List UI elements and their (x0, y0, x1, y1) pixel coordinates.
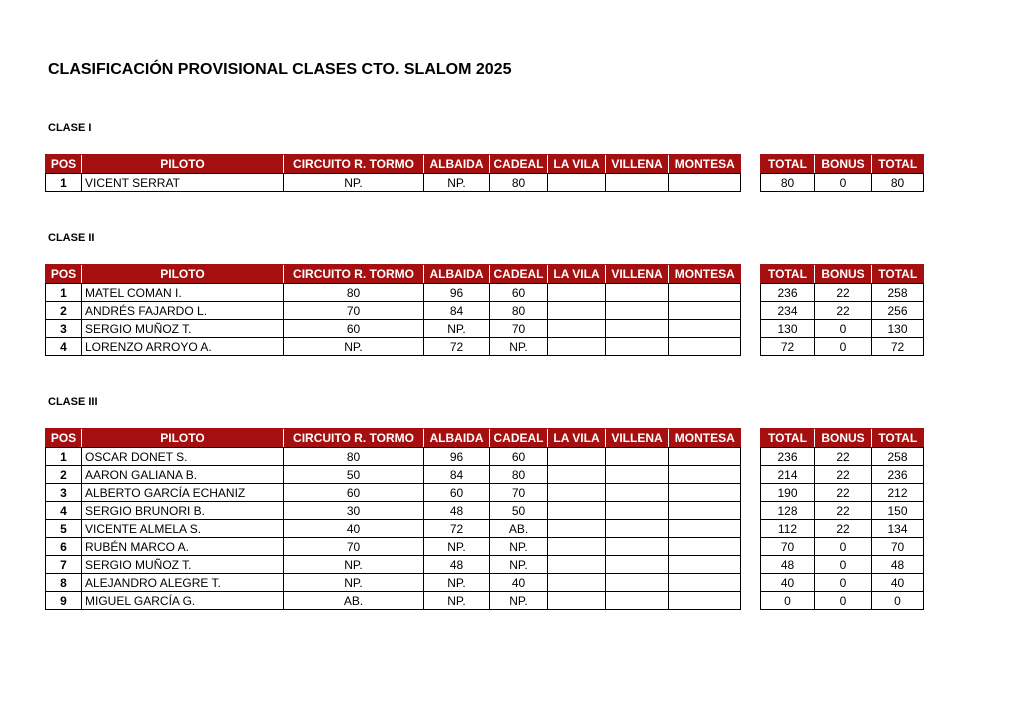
table-row (46, 338, 741, 356)
pilot-cell: LORENZO ARROYO A. (82, 338, 284, 356)
grand-total-cell: 212 (872, 484, 924, 502)
villena-cell (606, 538, 669, 556)
table-row (761, 320, 924, 338)
total-cell: 234 (761, 302, 815, 320)
table-row (46, 574, 741, 592)
column-header-bonus: BONUS (815, 265, 872, 284)
table-row (761, 448, 924, 466)
column-header-montesa: MONTESA (669, 429, 741, 448)
bonus-cell: 22 (815, 502, 872, 520)
cadeal-cell: NP. (490, 592, 548, 610)
cadeal-cell: NP. (490, 538, 548, 556)
circuito-cell: 80 (284, 284, 424, 302)
albaida-cell: NP. (424, 320, 490, 338)
results-table (45, 154, 741, 192)
cadeal-cell: 80 (490, 466, 548, 484)
column-header-pos: POS (46, 429, 82, 448)
cadeal-cell: 40 (490, 574, 548, 592)
table-row (46, 466, 741, 484)
montesa-cell (669, 320, 741, 338)
total-cell: 128 (761, 502, 815, 520)
class-label: CLASE II (48, 232, 95, 244)
circuito-cell: 30 (284, 502, 424, 520)
montesa-cell (669, 284, 741, 302)
cadeal-cell: NP. (490, 556, 548, 574)
albaida-cell: 84 (424, 466, 490, 484)
column-header-total2: TOTAL (872, 265, 924, 284)
villena-cell (606, 574, 669, 592)
cadeal-cell: 70 (490, 484, 548, 502)
pilot-cell: MATEL COMAN I. (82, 284, 284, 302)
bonus-cell: 0 (815, 174, 872, 192)
column-header-total: TOTAL (761, 429, 815, 448)
column-header-cadeal: CADEAL (490, 265, 548, 284)
column-header-pilot: PILOTO (82, 265, 284, 284)
albaida-cell: NP. (424, 592, 490, 610)
table-row (761, 520, 924, 538)
total-cell: 190 (761, 484, 815, 502)
pos-cell: 3 (46, 320, 82, 338)
albaida-cell: NP. (424, 574, 490, 592)
pilot-cell: ALBERTO GARCÍA ECHANIZ (82, 484, 284, 502)
total-cell: 130 (761, 320, 815, 338)
lavila-cell (548, 574, 606, 592)
header-row (46, 429, 741, 448)
bonus-cell: 22 (815, 302, 872, 320)
lavila-cell (548, 466, 606, 484)
circuito-cell: 50 (284, 466, 424, 484)
table-row (46, 320, 741, 338)
totals-table (760, 154, 924, 192)
circuito-cell: 40 (284, 520, 424, 538)
circuito-cell: AB. (284, 592, 424, 610)
pilot-cell: ANDRÉS FAJARDO L. (82, 302, 284, 320)
table-row (46, 284, 741, 302)
pos-cell: 4 (46, 502, 82, 520)
montesa-cell (669, 502, 741, 520)
table-row (761, 592, 924, 610)
montesa-cell (669, 302, 741, 320)
pos-cell: 1 (46, 284, 82, 302)
column-header-lavila: LA VILA (548, 429, 606, 448)
montesa-cell (669, 484, 741, 502)
column-header-total: TOTAL (761, 265, 815, 284)
lavila-cell (548, 284, 606, 302)
villena-cell (606, 320, 669, 338)
villena-cell (606, 302, 669, 320)
albaida-cell: 48 (424, 556, 490, 574)
table-row (761, 556, 924, 574)
header-row (46, 155, 741, 174)
table-row (46, 502, 741, 520)
total-cell: 236 (761, 284, 815, 302)
pos-cell: 5 (46, 520, 82, 538)
montesa-cell (669, 520, 741, 538)
cadeal-cell: NP. (490, 338, 548, 356)
circuito-cell: 70 (284, 538, 424, 556)
grand-total-cell: 72 (872, 338, 924, 356)
circuito-cell: 60 (284, 484, 424, 502)
table-row (46, 556, 741, 574)
villena-cell (606, 466, 669, 484)
lavila-cell (548, 502, 606, 520)
pos-cell: 1 (46, 448, 82, 466)
grand-total-cell: 236 (872, 466, 924, 484)
cadeal-cell: 80 (490, 302, 548, 320)
total-cell: 40 (761, 574, 815, 592)
grand-total-cell: 258 (872, 284, 924, 302)
pilot-cell: ALEJANDRO ALEGRE T. (82, 574, 284, 592)
pilot-cell: MIGUEL GARCÍA G. (82, 592, 284, 610)
column-header-total2: TOTAL (872, 155, 924, 174)
villena-cell (606, 174, 669, 192)
lavila-cell (548, 484, 606, 502)
pos-cell: 2 (46, 302, 82, 320)
column-header-albaida: ALBAIDA (424, 429, 490, 448)
cadeal-cell: AB. (490, 520, 548, 538)
montesa-cell (669, 592, 741, 610)
montesa-cell (669, 174, 741, 192)
bonus-cell: 22 (815, 484, 872, 502)
albaida-cell: 84 (424, 302, 490, 320)
albaida-cell: NP. (424, 538, 490, 556)
bonus-cell: 0 (815, 574, 872, 592)
column-header-lavila: LA VILA (548, 155, 606, 174)
pos-cell: 3 (46, 484, 82, 502)
table-row (761, 302, 924, 320)
column-header-circuito: CIRCUITO R. TORMO (284, 429, 424, 448)
column-header-pos: POS (46, 265, 82, 284)
circuito-cell: NP. (284, 556, 424, 574)
header-row (761, 265, 924, 284)
circuito-cell: NP. (284, 174, 424, 192)
results-table (45, 428, 741, 610)
pos-cell: 9 (46, 592, 82, 610)
albaida-cell: NP. (424, 174, 490, 192)
table-row (761, 502, 924, 520)
bonus-cell: 0 (815, 538, 872, 556)
table-row (761, 574, 924, 592)
grand-total-cell: 40 (872, 574, 924, 592)
grand-total-cell: 150 (872, 502, 924, 520)
grand-total-cell: 256 (872, 302, 924, 320)
bonus-cell: 0 (815, 320, 872, 338)
grand-total-cell: 70 (872, 538, 924, 556)
total-cell: 236 (761, 448, 815, 466)
lavila-cell (548, 320, 606, 338)
pilot-cell: VICENT SERRAT (82, 174, 284, 192)
circuito-cell: 70 (284, 302, 424, 320)
villena-cell (606, 284, 669, 302)
cadeal-cell: 70 (490, 320, 548, 338)
albaida-cell: 96 (424, 284, 490, 302)
montesa-cell (669, 466, 741, 484)
column-header-cadeal: CADEAL (490, 155, 548, 174)
total-cell: 112 (761, 520, 815, 538)
montesa-cell (669, 538, 741, 556)
pilot-cell: AARON GALIANA B. (82, 466, 284, 484)
circuito-cell: NP. (284, 338, 424, 356)
total-cell: 48 (761, 556, 815, 574)
circuito-cell: 80 (284, 448, 424, 466)
lavila-cell (548, 338, 606, 356)
totals-table (760, 428, 924, 610)
montesa-cell (669, 556, 741, 574)
header-row (761, 429, 924, 448)
column-header-villena: VILLENA (606, 429, 669, 448)
cadeal-cell: 60 (490, 448, 548, 466)
bonus-cell: 0 (815, 556, 872, 574)
villena-cell (606, 484, 669, 502)
grand-total-cell: 258 (872, 448, 924, 466)
table-row (761, 484, 924, 502)
lavila-cell (548, 174, 606, 192)
bonus-cell: 22 (815, 284, 872, 302)
lavila-cell (548, 448, 606, 466)
table-row (46, 592, 741, 610)
villena-cell (606, 592, 669, 610)
villena-cell (606, 520, 669, 538)
albaida-cell: 60 (424, 484, 490, 502)
bonus-cell: 22 (815, 466, 872, 484)
cadeal-cell: 60 (490, 284, 548, 302)
pilot-cell: OSCAR DONET S. (82, 448, 284, 466)
column-header-pos: POS (46, 155, 82, 174)
page-title: CLASIFICACIÓN PROVISIONAL CLASES CTO. SLALOM 2025 (48, 61, 512, 78)
pos-cell: 6 (46, 538, 82, 556)
grand-total-cell: 134 (872, 520, 924, 538)
table-row (46, 484, 741, 502)
table-row (761, 538, 924, 556)
column-header-pilot: PILOTO (82, 429, 284, 448)
column-header-albaida: ALBAIDA (424, 265, 490, 284)
table-row (46, 174, 741, 192)
lavila-cell (548, 520, 606, 538)
table-row (46, 538, 741, 556)
lavila-cell (548, 302, 606, 320)
bonus-cell: 0 (815, 592, 872, 610)
column-header-pilot: PILOTO (82, 155, 284, 174)
column-header-montesa: MONTESA (669, 155, 741, 174)
totals-table (760, 264, 924, 356)
results-table (45, 264, 741, 356)
header-row (46, 265, 741, 284)
albaida-cell: 72 (424, 338, 490, 356)
bonus-cell: 22 (815, 520, 872, 538)
lavila-cell (548, 556, 606, 574)
column-header-montesa: MONTESA (669, 265, 741, 284)
pos-cell: 1 (46, 174, 82, 192)
column-header-bonus: BONUS (815, 429, 872, 448)
pos-cell: 7 (46, 556, 82, 574)
montesa-cell (669, 448, 741, 466)
villena-cell (606, 502, 669, 520)
total-cell: 0 (761, 592, 815, 610)
pos-cell: 4 (46, 338, 82, 356)
class-label: CLASE I (48, 122, 92, 134)
pilot-cell: SERGIO BRUNORI B. (82, 502, 284, 520)
pos-cell: 8 (46, 574, 82, 592)
bonus-cell: 22 (815, 448, 872, 466)
column-header-villena: VILLENA (606, 265, 669, 284)
grand-total-cell: 0 (872, 592, 924, 610)
bonus-cell: 0 (815, 338, 872, 356)
lavila-cell (548, 538, 606, 556)
montesa-cell (669, 574, 741, 592)
cadeal-cell: 80 (490, 174, 548, 192)
table-row (46, 302, 741, 320)
grand-total-cell: 80 (872, 174, 924, 192)
table-row (761, 338, 924, 356)
table-row (761, 466, 924, 484)
cadeal-cell: 50 (490, 502, 548, 520)
circuito-cell: NP. (284, 574, 424, 592)
albaida-cell: 48 (424, 502, 490, 520)
villena-cell (606, 556, 669, 574)
table-row (761, 174, 924, 192)
pos-cell: 2 (46, 466, 82, 484)
grand-total-cell: 130 (872, 320, 924, 338)
column-header-total: TOTAL (761, 155, 815, 174)
pilot-cell: VICENTE ALMELA S. (82, 520, 284, 538)
table-row (46, 520, 741, 538)
albaida-cell: 72 (424, 520, 490, 538)
class-label: CLASE III (48, 396, 98, 408)
column-header-cadeal: CADEAL (490, 429, 548, 448)
total-cell: 70 (761, 538, 815, 556)
column-header-villena: VILLENA (606, 155, 669, 174)
total-cell: 80 (761, 174, 815, 192)
circuito-cell: 60 (284, 320, 424, 338)
villena-cell (606, 338, 669, 356)
total-cell: 72 (761, 338, 815, 356)
header-row (761, 155, 924, 174)
pilot-cell: SERGIO MUÑOZ T. (82, 556, 284, 574)
pilot-cell: RUBÉN MARCO A. (82, 538, 284, 556)
column-header-lavila: LA VILA (548, 265, 606, 284)
column-header-circuito: CIRCUITO R. TORMO (284, 155, 424, 174)
column-header-albaida: ALBAIDA (424, 155, 490, 174)
albaida-cell: 96 (424, 448, 490, 466)
villena-cell (606, 448, 669, 466)
column-header-bonus: BONUS (815, 155, 872, 174)
table-row (46, 448, 741, 466)
pilot-cell: SERGIO MUÑOZ T. (82, 320, 284, 338)
grand-total-cell: 48 (872, 556, 924, 574)
column-header-total2: TOTAL (872, 429, 924, 448)
montesa-cell (669, 338, 741, 356)
total-cell: 214 (761, 466, 815, 484)
lavila-cell (548, 592, 606, 610)
column-header-circuito: CIRCUITO R. TORMO (284, 265, 424, 284)
table-row (761, 284, 924, 302)
